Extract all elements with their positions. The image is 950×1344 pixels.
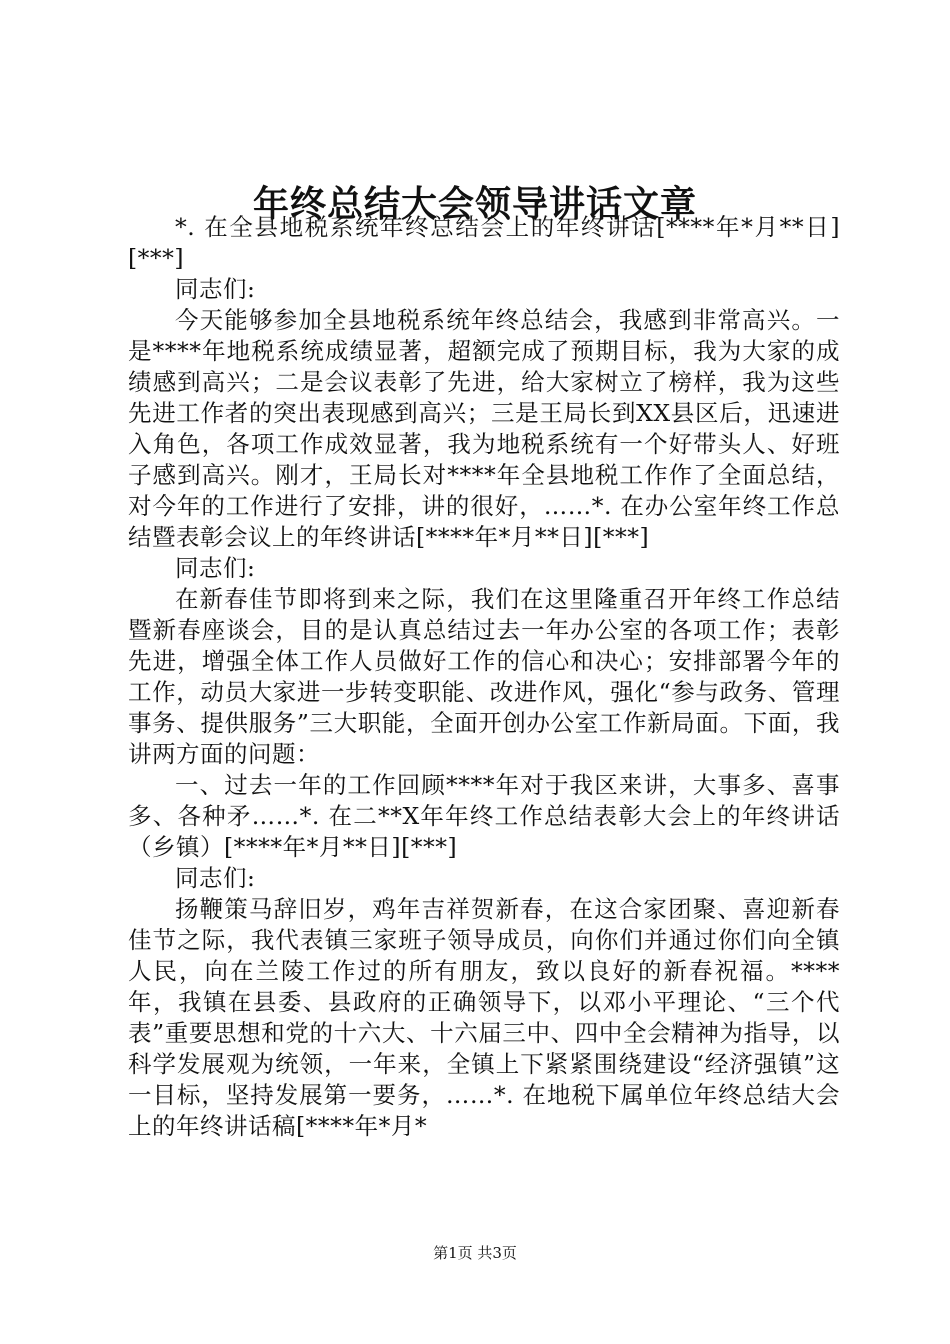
- paragraph-salutation-3: 同志们:: [175, 864, 256, 892]
- paragraph-body-2: 在新春佳节即将到来之际，我们在这里隆重召开年终工作总结暨新春座谈会，目的是认真总结过去一年办公室的各项工作；表彰先进，增强全体工作人员做好工作的信心和决心；安排部署今年的工作，动员大家进一步转变职能、改进作风，强化“参与政务、管理事务、提供服务”三大职能，全面开创办公室工作新局面。下面，我讲两方面的问题：: [128, 585, 840, 768]
- paragraph-body-1: 今天能够参加全县地税系统年终总结会，我感到非常高兴。一是****年地税系统成绩显著，超额完成了预期目标，我为大家的成绩感到高兴；二是会议表彰了先进，给大家树立了榜样，我为这些先进工作者的突出表现感到高兴；三是王局长到XX县区后，迅速进入角色，各项工作成效显著，我为地税系统有一个好带头人、好班子感到高兴。刚才，王局长对****年全县地税工作作了全面总结，对今年的工作进行了安排，讲的很好，……*. 在办公室年终工作总结暨表彰会议上的年终讲话[****年*月**日][***]: [128, 306, 840, 551]
- paragraph-salutation-1: 同志们:: [175, 275, 256, 303]
- paragraph-body-3: 一、过去一年的工作回顾****年对于我区来讲，大事多、喜事多、各种矛……*. 在二**X年年终工作总结表彰大会上的年终讲话（乡镇）[****年*月**日][***]: [128, 771, 840, 861]
- document-title: 年终总结大会领导讲话文章: [252, 183, 697, 225]
- document-body: [128, 212, 840, 1142]
- paragraph-salutation-2: 同志们:: [175, 554, 256, 582]
- paragraph-body-4: 扬鞭策马辞旧岁，鸡年吉祥贺新春，在这合家团聚、喜迎新春佳节之际，我代表镇三家班子领导成员，向你们并通过你们向全镇人民，向在兰陵工作过的所有朋友，致以良好的新春祝福。****年，我镇在县委、县政府的正确领导下，以邓小平理论、“三个代表”重要思想和党的十六大、十六届三中、四中全会精神为指导，以科学发展观为统领，一年来，全镇上下紧紧围绕建设“经济强镇”这一目标，坚持发展第一要务，……*. 在地税下属单位年终总结大会上的年终讲话稿[****年*月*: [128, 895, 840, 1140]
- paragraph-speech-heading-1: *. 在全县地税系统年终总结会上的年终讲话[****年*月**日][***]: [128, 213, 840, 272]
- page-footer: 第1页 共3页: [433, 1244, 517, 1262]
